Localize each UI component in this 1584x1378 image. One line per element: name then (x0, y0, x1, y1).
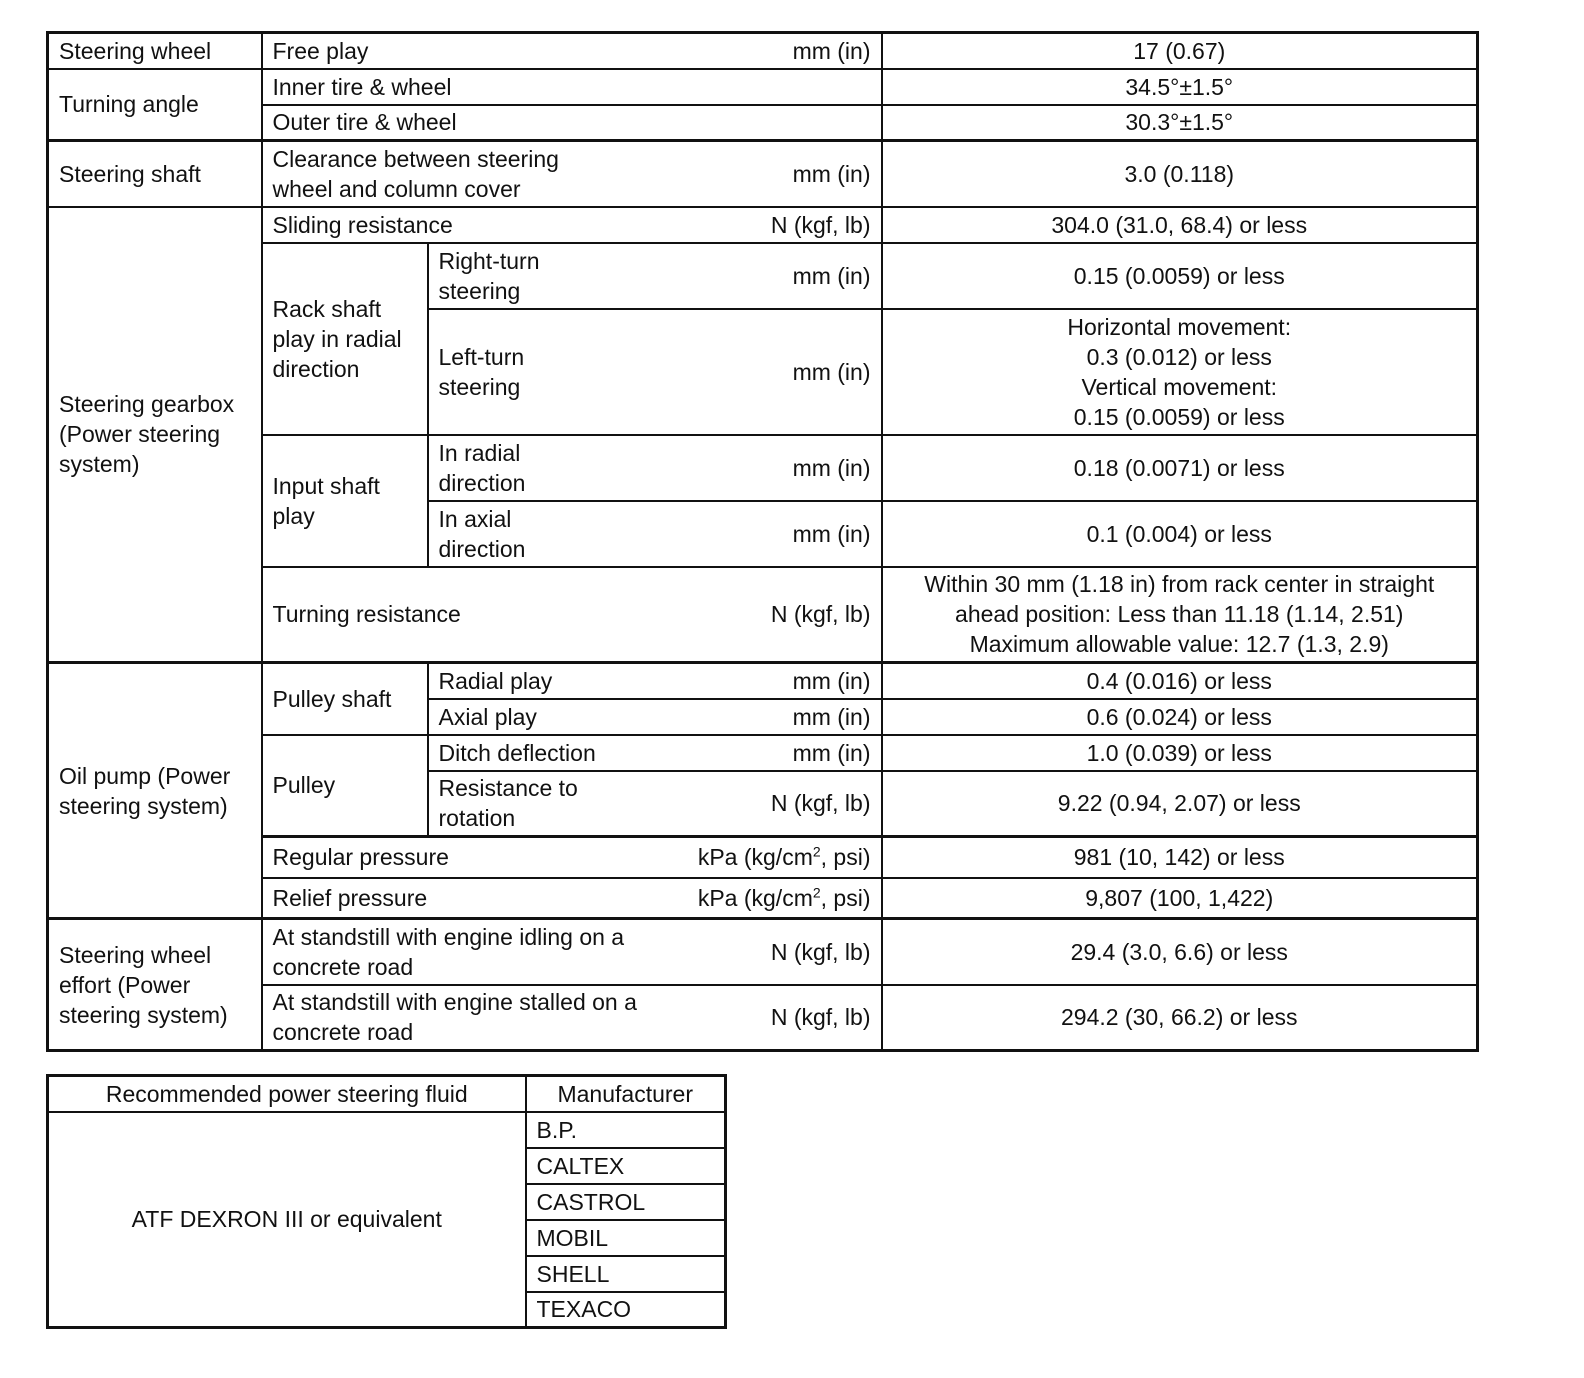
value-line: Maximum allowable value: 12.7 (1.3, 2.9) (969, 631, 1389, 658)
spec-value (882, 309, 1478, 435)
spec-value: 0.6 (0.024) or less (882, 699, 1478, 735)
item-cell (428, 501, 882, 567)
item-label: Relief pressure (272, 884, 428, 911)
unit-label: N (kgf, lb) (770, 211, 871, 238)
item-label: At standstill with engine stalled on a concrete road (272, 989, 637, 1046)
item-cell (262, 837, 882, 878)
table-row (48, 837, 1478, 878)
item-label: Resistance to rotation (438, 775, 578, 832)
item-label: Right-turn steering (438, 247, 540, 304)
unit-label: kPa ($kg/cm^2$, psi) (697, 843, 871, 871)
item-cell (428, 309, 882, 435)
table-row (48, 33, 1478, 69)
item-label: In radial direction (438, 439, 526, 496)
item-label: Left-turn steering (438, 343, 525, 400)
spec-value: 981 (10, 142) or less (882, 837, 1478, 878)
item-label: Sliding resistance (272, 211, 453, 238)
item-cell (262, 207, 882, 243)
subcategory-label: Pulley shaft (262, 663, 428, 735)
table-row (48, 141, 1478, 207)
item-label: Turning resistance (272, 601, 461, 628)
item-label: Inner tire & wheel (262, 69, 882, 105)
item-label: Outer tire & wheel (262, 105, 882, 141)
unit-label: N (kgf, lb) (770, 938, 871, 965)
subcategory-label: Pulley (262, 735, 428, 837)
item-cell (262, 141, 882, 207)
value-line: Within 30 mm (1.18 in) from rack center in straight (924, 571, 1435, 598)
subcategory-label: Rack shaft play in radial direction (262, 243, 428, 435)
value-line: Vertical movement: (1081, 373, 1278, 400)
table-row (48, 663, 1478, 699)
item-cell (428, 735, 882, 771)
item-label: Regular pressure (272, 844, 449, 871)
fluid-table (46, 1074, 727, 1329)
table-row (48, 567, 1478, 663)
table-row (48, 105, 1478, 141)
table-header-row (48, 1076, 726, 1112)
manufacturer-name: B.P. (526, 1112, 726, 1148)
unit-label: kPa ($kg/cm^2$, psi) (697, 884, 871, 911)
table-row (48, 243, 1478, 309)
spec-value: 29.4 (3.0, 6.6) or less (882, 919, 1478, 985)
unit-label: mm (in) (792, 160, 871, 187)
value-line: 0.3 (0.012) or less (1086, 343, 1272, 370)
unit-label: N (kgf, lb) (770, 1004, 871, 1031)
value-line: Horizontal movement: (1067, 313, 1292, 340)
subcategory-label: Input shaft play (262, 435, 428, 567)
spec-value: 0.18 (0.0071) or less (882, 435, 1478, 501)
spec-value: 34.5°±1.5° (882, 69, 1478, 105)
value-line: 0.15 (0.0059) or less (1073, 403, 1285, 430)
manufacturer-name: TEXACO (526, 1292, 726, 1328)
unit-label: mm (in) (792, 667, 871, 694)
unit-label: mm (in) (792, 703, 871, 730)
item-cell (428, 699, 882, 735)
spec-value: 17 (0.67) (882, 33, 1478, 69)
manufacturer-name: MOBIL (526, 1220, 726, 1256)
unit-label: mm (in) (792, 358, 871, 385)
item-cell (428, 771, 882, 837)
item-cell (428, 663, 882, 699)
table-row (48, 435, 1478, 501)
table-row (48, 69, 1478, 105)
manufacturer-name: CALTEX (526, 1148, 726, 1184)
item-cell (262, 878, 882, 919)
unit-label: N (kgf, lb) (770, 790, 871, 817)
item-label: Axial play (438, 703, 537, 730)
spec-value: 0.4 (0.016) or less (882, 663, 1478, 699)
category-label: Steering gearbox (Power steering system) (48, 207, 262, 663)
spec-value: 9,807 (100, 1,422) (882, 878, 1478, 919)
spec-value: 1.0 (0.039) or less (882, 735, 1478, 771)
item-cell (262, 33, 882, 69)
spec-value: 294.2 (30, 66.2) or less (882, 985, 1478, 1051)
table-row (48, 735, 1478, 771)
item-label: Free play (272, 37, 369, 64)
fluid-name: ATF DEXRON III or equivalent (48, 1112, 526, 1328)
spec-value (882, 567, 1478, 663)
spec-value: 0.15 (0.0059) or less (882, 243, 1478, 309)
spec-value: 0.1 (0.004) or less (882, 501, 1478, 567)
item-label: At standstill with engine idling on a concrete road (272, 923, 625, 980)
item-cell (262, 985, 882, 1051)
fluid-column-header: Recommended power steering fluid (48, 1076, 526, 1112)
unit-label: mm (in) (792, 454, 871, 481)
item-label: Clearance between steering wheel and column cover (272, 145, 559, 202)
category-label: Steering wheel effort (Power steering system) (48, 919, 262, 1051)
item-cell (428, 435, 882, 501)
unit-label: mm (in) (792, 739, 871, 766)
item-label: In axial direction (438, 505, 526, 562)
spec-value: 3.0 (0.118) (882, 141, 1478, 207)
category-label: Steering shaft (48, 141, 262, 207)
table-row (48, 1112, 726, 1148)
category-label: Turning angle (48, 69, 262, 141)
unit-label: mm (in) (792, 520, 871, 547)
item-cell (262, 919, 882, 985)
manufacturer-name: SHELL (526, 1256, 726, 1292)
item-cell (428, 243, 882, 309)
spec-value: 9.22 (0.94, 2.07) or less (882, 771, 1478, 837)
category-label: Oil pump (Power steering system) (48, 663, 262, 919)
spec-value: 304.0 (31.0, 68.4) or less (882, 207, 1478, 243)
unit-label: mm (in) (792, 37, 871, 64)
category-label: Steering wheel (48, 33, 262, 69)
steering-spec-table (46, 31, 1479, 1052)
manufacturer-name: CASTROL (526, 1184, 726, 1220)
table-row (48, 207, 1478, 243)
item-label: Radial play (438, 667, 553, 694)
table-row (48, 919, 1478, 985)
manufacturer-column-header: Manufacturer (526, 1076, 726, 1112)
table-row (48, 878, 1478, 919)
value-line: ahead position: Less than 11.18 (1.14, 2.51) (955, 601, 1404, 628)
spec-value: 30.3°±1.5° (882, 105, 1478, 141)
table-row (48, 985, 1478, 1051)
unit-label: mm (in) (792, 262, 871, 289)
item-label: Ditch deflection (438, 739, 596, 766)
item-cell (262, 567, 882, 663)
unit-label: N (kgf, lb) (770, 601, 871, 628)
